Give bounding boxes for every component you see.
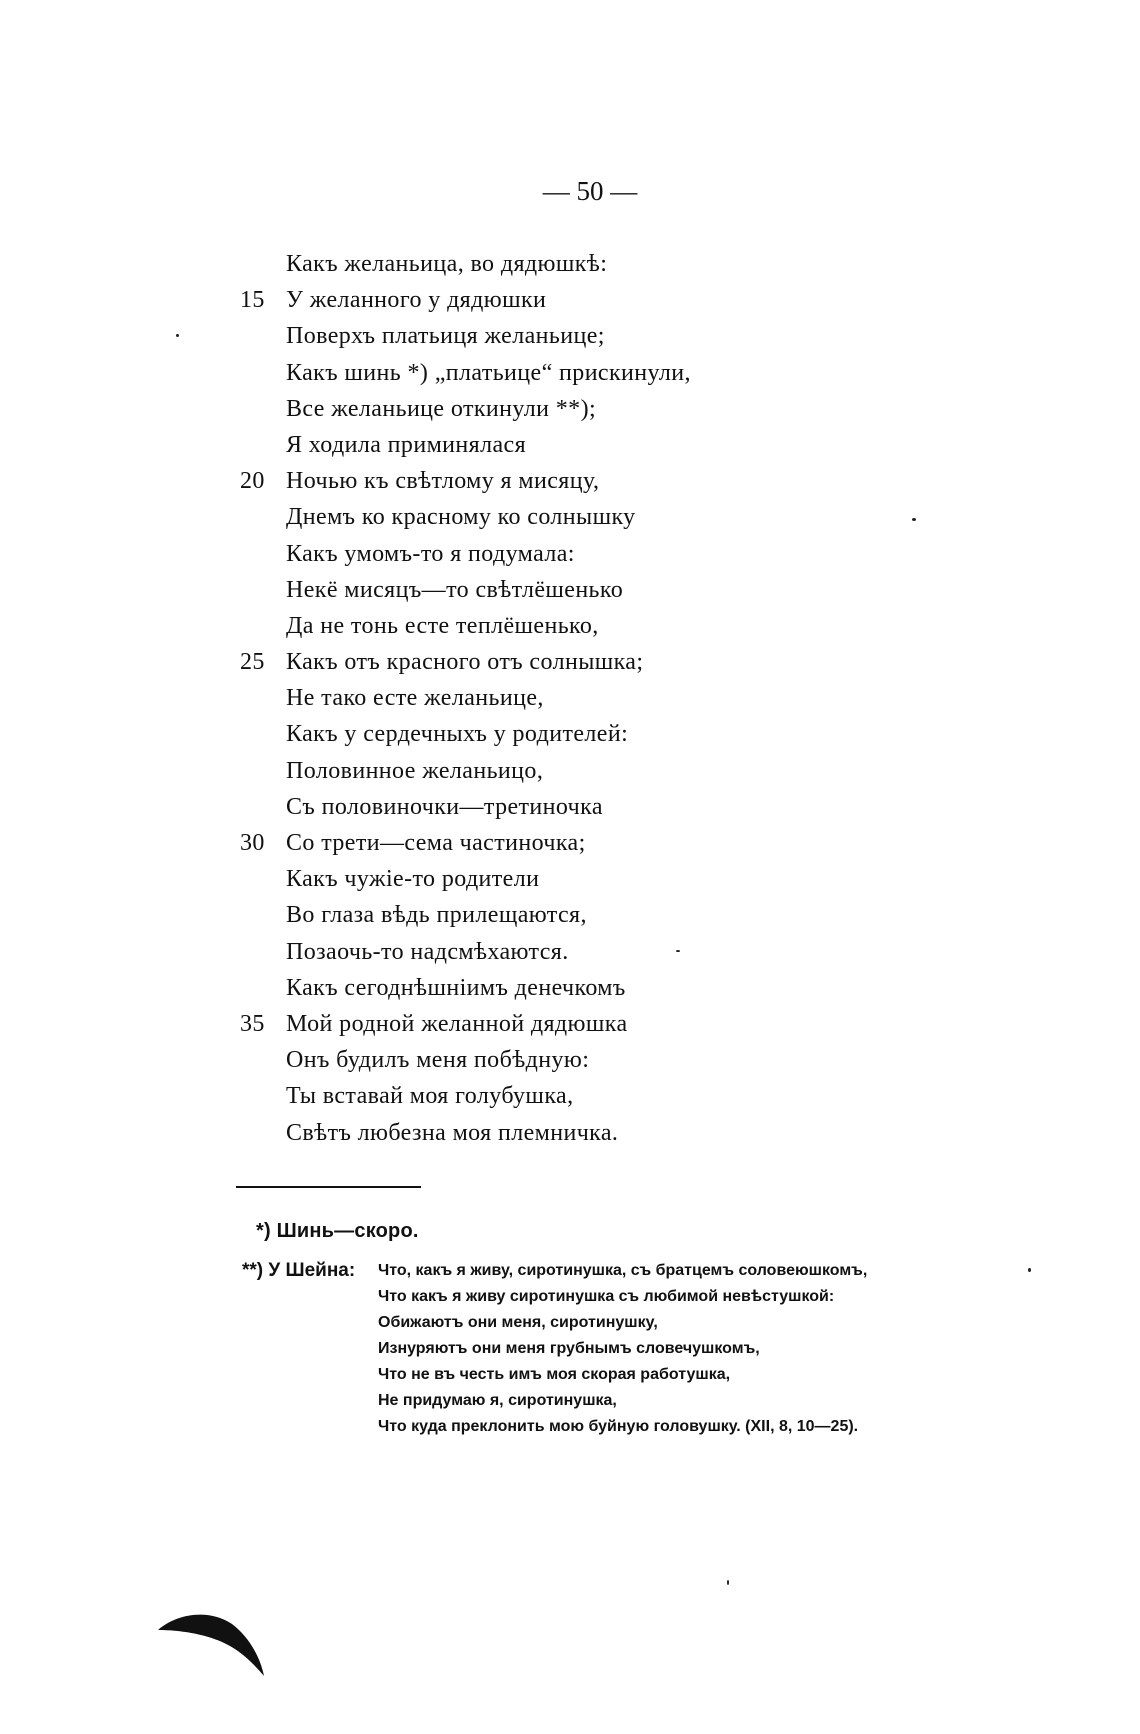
scan-speck	[676, 950, 680, 952]
verse-text: Половинное желаньицо,	[286, 757, 544, 784]
verse-text: У желанного у дядюшки	[286, 287, 547, 314]
verse-line	[0, 897, 1140, 933]
verse-line	[0, 934, 1140, 970]
verse-line	[0, 1078, 1140, 1114]
verse-text: Во глаза вѣдь прилещаются,	[286, 902, 587, 929]
verse-line	[0, 608, 1140, 644]
verse-text: Какъ желаньица, во дядюшкѣ:	[286, 251, 608, 277]
footnote-2-line: Изнуряютъ они меня грубнымъ словечушкомъ,	[378, 1340, 760, 1357]
verse-number: 15	[240, 287, 265, 314]
verse-text: Не тако есте желаньице,	[286, 685, 544, 712]
verse-line	[0, 680, 1140, 716]
verse-line	[0, 427, 1140, 463]
footnote-2-line: Что, какъ я живу, сиротинушка, съ братцемъ соловеюшкомъ,	[378, 1262, 868, 1279]
verse-text: Некё мисяцъ—то свѣтлёшенько	[286, 576, 624, 603]
verse-line	[0, 246, 1140, 282]
verse-text: Какъ у сердечныхъ у родителей:	[286, 721, 629, 748]
verse-line	[0, 970, 1140, 1006]
verse-line	[0, 789, 1140, 825]
verse-line	[0, 1115, 1140, 1151]
verse-line	[0, 499, 1140, 535]
scan-speck	[912, 518, 916, 521]
footnote-1: *) Шинь—скоро.	[256, 1220, 419, 1242]
verse-text: Со трети—сема частиночка;	[286, 830, 586, 856]
verse-text: Онъ будилъ меня побѣдную:	[286, 1047, 590, 1074]
footnote-divider	[236, 1186, 421, 1188]
verse-text: Какъ шинь *) „платьице“ прискинули,	[286, 359, 691, 386]
footnote-2	[242, 1258, 962, 1440]
footnote-2-line: Не придумаю я, сиротинушка,	[378, 1392, 617, 1409]
verse-number: 25	[240, 649, 265, 676]
verse-text: Да не тонь есте теплёшенько,	[286, 612, 599, 639]
page-number: — 50 —	[542, 176, 638, 206]
footnote-2-line: Обижаютъ они меня, сиротинушку,	[378, 1314, 658, 1331]
verse-number: 20	[240, 468, 265, 495]
footnote-2-line: Что куда преклонить мою буйную головушку. (XII, 8, 10—25).	[378, 1418, 859, 1435]
verse-line	[0, 536, 1140, 572]
verse-text: Какъ умомъ-то я подумала:	[286, 540, 575, 567]
verse-text: Какъ чужiе-то родители	[286, 866, 540, 893]
verse-line	[0, 861, 1140, 897]
verse-line	[0, 1042, 1140, 1078]
verse-text: Позаочь-то надсмѣхаются.	[286, 938, 569, 965]
verse-text: Все желаньице откинули **);	[286, 395, 597, 422]
footnote-2-line: Что не въ честь имъ моя скорая работушка,	[378, 1366, 731, 1383]
verse-line	[0, 463, 1140, 499]
verse-number: 30	[240, 830, 265, 856]
verse-line	[0, 1006, 1140, 1042]
verse-text: Ночью къ свѣтлому я мисяцу,	[286, 468, 600, 495]
verse-text: Мой родной желанной дядюшка	[286, 1010, 628, 1037]
footnote-2-line: Что какъ я живу сиротинушка съ любимой невѣстушкой:	[378, 1288, 835, 1305]
verse-text: Свѣтъ любезна моя племничка.	[286, 1119, 619, 1146]
scan-speck	[1028, 1268, 1031, 1272]
verse-line	[0, 572, 1140, 608]
ink-blot-mark	[156, 1610, 266, 1680]
verse-number: 35	[240, 1010, 265, 1037]
footnote-2-marker: **) У Шейна:	[242, 1260, 356, 1281]
verse-text: Ты вставай моя голубушка,	[286, 1083, 574, 1110]
poem	[0, 246, 1140, 1151]
verse-text: Я ходила приминялася	[286, 431, 527, 458]
verse-text: Съ половиночки—третиночка	[286, 793, 603, 820]
scan-speck	[727, 1580, 729, 1585]
scan-speck	[176, 334, 179, 337]
verse-line	[0, 391, 1140, 427]
verse-text: Днемъ ко красному ко солнышку	[286, 504, 636, 531]
verse-line	[0, 355, 1140, 391]
verse-line	[0, 644, 1140, 680]
verse-line	[0, 318, 1140, 354]
verse-text: Поверхъ платьиця желаньице;	[286, 323, 605, 350]
verse-text: Какъ отъ красного отъ солнышка;	[286, 649, 644, 676]
verse-line	[0, 753, 1140, 789]
verse-line	[0, 716, 1140, 752]
verse-text: Какъ сегоднѣшнiимъ денечкомъ	[286, 974, 626, 1001]
verse-line	[0, 825, 1140, 861]
verse-line	[0, 282, 1140, 318]
